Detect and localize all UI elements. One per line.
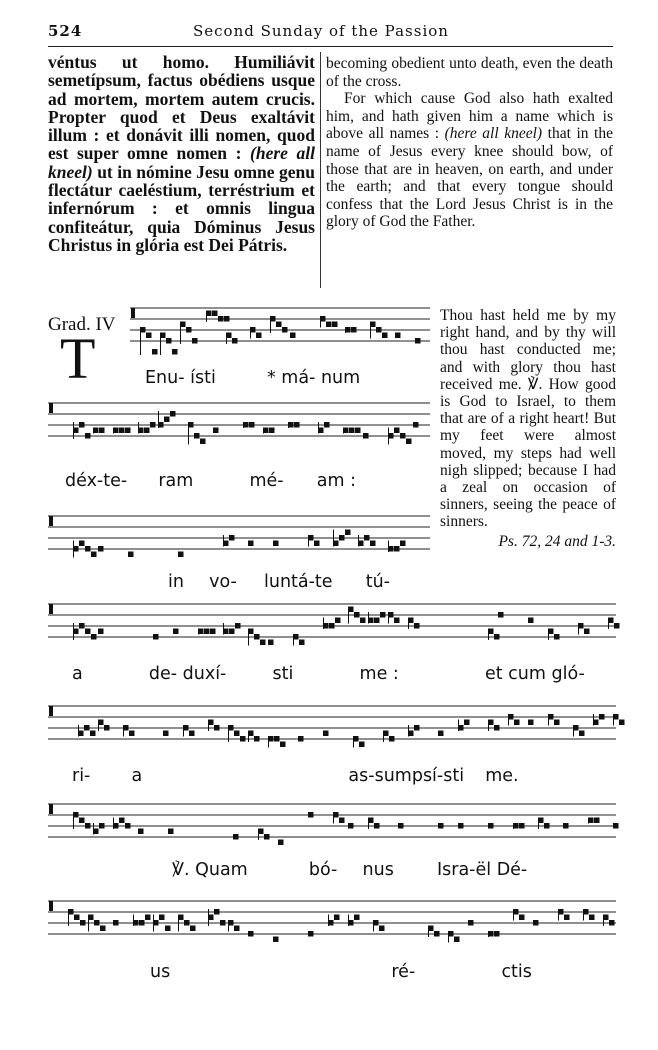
neume-note — [613, 823, 619, 829]
neume-note — [91, 552, 97, 558]
lyric-syllable: Isra-ël Dé- — [436, 860, 528, 880]
page-number: 524 — [48, 22, 83, 40]
chant-staff-5 — [48, 700, 616, 760]
neume-note — [74, 915, 80, 921]
neume-note — [400, 433, 406, 439]
running-title: Second Sunday of the Passion — [193, 22, 449, 40]
neume-note — [554, 720, 560, 726]
neume-note — [519, 823, 525, 829]
neume-note — [269, 428, 275, 434]
neume-note — [299, 640, 305, 646]
english-kneel-rubric: (here all kneel) — [444, 125, 543, 143]
lyric-syllable: in — [168, 572, 184, 592]
lyric-syllable: ℣. Quam — [172, 860, 248, 880]
clef-mark — [131, 308, 135, 318]
psalm-reference: Ps. 72, 24 and 1-3. — [498, 532, 616, 550]
neume-note — [220, 920, 226, 926]
neume-note — [323, 731, 329, 737]
neume-note — [308, 931, 314, 937]
neume-note — [200, 439, 206, 445]
chant-staff-6 — [48, 798, 616, 858]
neume-note — [528, 618, 534, 624]
neume-note — [278, 840, 284, 846]
neume-note — [254, 634, 260, 640]
clef-mark — [49, 516, 53, 526]
clef-mark — [49, 804, 53, 814]
neume-note — [276, 322, 282, 328]
neume-note — [594, 818, 600, 824]
neume-note — [85, 823, 91, 829]
neume-note — [498, 612, 504, 618]
neume-note — [264, 834, 270, 840]
latin-text-b: ut in nómine Jesu omne genu flectátur caeléstium, terréstrium et infernórum : et omnis lingua confiteátur, quia Dóminus Jesus Christus in glória est Dei Pátris. — [48, 161, 315, 255]
chant-staff-7 — [48, 895, 616, 955]
neume-note — [360, 618, 366, 624]
neume-note — [85, 629, 91, 635]
neume-note — [334, 915, 340, 921]
neume-note — [99, 428, 105, 434]
neume-note — [164, 417, 170, 423]
neume-note — [438, 731, 444, 737]
neume-note — [79, 623, 85, 629]
lyrics-line-1 — [145, 368, 360, 388]
neume-note — [98, 546, 104, 552]
neume-note — [589, 915, 595, 921]
lyrics-line-6 — [172, 860, 527, 880]
neume-note — [414, 623, 420, 629]
lyric-syllable: mé- — [249, 471, 284, 491]
neume-note — [150, 422, 156, 428]
neume-note — [178, 552, 184, 558]
lyric-syllable: us — [150, 962, 171, 982]
neume-note — [146, 333, 152, 339]
neume-note — [364, 535, 370, 541]
translation-text: Thou hast held me by my right hand, and by thy will thou hast conducted me; and with glory thou hast received me. ℣. How good is God to Israel, to them that are of a right heart! But my feet were almost moved, my steps had well nigh slipped; because I had a zeal on occasion of sinners, seeing the peace of sinners. — [440, 307, 616, 531]
neume-note — [382, 333, 388, 339]
neume-note — [282, 327, 288, 333]
neume-note — [339, 818, 345, 824]
lyrics-line-5 — [72, 766, 519, 786]
neume-note — [614, 623, 620, 629]
neume-note — [139, 920, 145, 926]
neume-note — [214, 725, 220, 731]
neume-note — [579, 731, 585, 737]
neume-note — [232, 338, 238, 344]
neume-note — [290, 333, 296, 339]
neume-note — [194, 433, 200, 439]
neume-note — [528, 720, 534, 726]
lyric-syllable: ctis — [501, 962, 532, 982]
neume-note — [370, 541, 376, 547]
gradual-translation — [440, 307, 616, 550]
neume-note — [335, 618, 341, 624]
neume-note — [544, 823, 550, 829]
lyrics-line-2 — [65, 471, 356, 491]
lyrics-line-3 — [168, 572, 390, 592]
neume-note — [229, 629, 235, 635]
neume-note — [79, 422, 85, 428]
neume-note — [326, 322, 332, 328]
neume-note — [144, 428, 150, 434]
neume-note — [464, 720, 470, 726]
neume-note — [363, 433, 369, 439]
neume-note — [376, 327, 382, 333]
neume-note — [294, 422, 300, 428]
neume-note — [494, 725, 500, 731]
english-text-b: that in the name of Jesus every knee should bow, of those that are in heaven, on earth, and under the earth; and that every tongue should confess that the Lord Jesus Christ is in the glory of God the Father. — [326, 125, 613, 231]
neume-note — [153, 634, 159, 640]
neume-note — [138, 829, 144, 835]
neume-note — [619, 720, 625, 726]
neume-note — [212, 311, 218, 317]
neume-note — [173, 629, 179, 635]
neume-note — [90, 731, 96, 737]
neume-note — [235, 623, 241, 629]
neume-note — [298, 736, 304, 742]
neume-note — [84, 725, 90, 731]
lyric-syllable: as-sumpsí-sti — [348, 766, 465, 786]
lyric-syllable: vo- — [209, 572, 237, 592]
neume-note — [254, 736, 260, 742]
neume-note — [349, 428, 355, 434]
neume-note — [210, 629, 216, 635]
lyric-syllable: de- duxí- — [148, 664, 227, 684]
neume-note — [152, 349, 158, 355]
neume-note — [563, 823, 569, 829]
neume-note — [488, 823, 494, 829]
lyric-syllable: me : — [359, 664, 399, 684]
neume-note — [354, 915, 360, 921]
neume-note — [394, 428, 400, 434]
neume-note — [454, 937, 460, 943]
neume-note — [170, 411, 176, 417]
chant-staff-4 — [48, 598, 616, 658]
lyric-syllable: ri- — [72, 766, 91, 786]
chant-staff-1 — [130, 302, 430, 362]
neume-note — [494, 931, 500, 937]
latin-paragraph — [48, 53, 315, 254]
lyric-syllable: tú- — [365, 572, 390, 592]
neume-note — [434, 931, 440, 937]
neume-note — [165, 926, 171, 932]
neume-note — [599, 714, 605, 720]
neume-note — [438, 823, 444, 829]
english-column — [326, 55, 613, 231]
neume-note — [184, 920, 190, 926]
neume-note — [166, 338, 172, 344]
neume-note — [374, 618, 380, 624]
neume-note — [129, 731, 135, 737]
english-text-a: For which cause God also hath exalted him, and hath given him a name which is above all names : — [326, 90, 613, 143]
lyric-syllable: a — [72, 664, 83, 684]
neume-note — [186, 327, 192, 333]
neume-note — [554, 634, 560, 640]
english-paragraph-1: becoming obedient unto death, even the death of the cross. — [326, 55, 613, 90]
lyric-syllable: Enu- ísti — [145, 368, 216, 388]
neume-note — [355, 428, 361, 434]
neume-note — [91, 634, 97, 640]
lyric-syllable: am : — [316, 471, 356, 491]
neume-note — [113, 920, 119, 926]
lyric-syllable: a — [131, 766, 143, 786]
neume-note — [104, 725, 110, 731]
neume-note — [414, 725, 420, 731]
neume-note — [172, 349, 178, 355]
neume-note — [268, 640, 274, 646]
neume-note — [609, 920, 615, 926]
page-header — [48, 22, 613, 46]
lyric-syllable: * má- num — [266, 368, 361, 388]
neume-note — [85, 546, 91, 552]
neume-note — [351, 327, 357, 333]
neume-note — [240, 736, 246, 742]
neume-note — [168, 829, 174, 835]
neume-note — [415, 338, 421, 344]
neume-note — [189, 731, 195, 737]
neume-note — [564, 915, 570, 921]
neume-note — [514, 720, 520, 726]
lyric-syllable: bó- — [308, 860, 338, 880]
gradual-label: Grad. IV — [48, 314, 116, 335]
neume-note — [379, 926, 385, 932]
clef-mark — [49, 901, 53, 911]
neume-note — [163, 731, 169, 737]
lyric-syllable: me. — [485, 766, 519, 786]
neume-note — [80, 920, 86, 926]
neume-note — [395, 333, 401, 339]
clef-mark — [49, 706, 53, 716]
neume-note — [398, 823, 404, 829]
neume-note — [145, 915, 151, 921]
neume-note — [234, 926, 240, 932]
neume-note — [308, 812, 314, 818]
lyric-syllable: et cum gló- — [484, 664, 585, 684]
neume-note — [192, 338, 198, 344]
neume-note — [119, 428, 125, 434]
english-paragraph-2 — [326, 90, 613, 231]
header-rule — [48, 46, 613, 47]
neume-note — [224, 316, 230, 322]
lyric-syllable: ré- — [391, 962, 416, 982]
neume-note — [345, 530, 351, 536]
neume-note — [519, 915, 525, 921]
neume-note — [260, 640, 266, 646]
neume-note — [248, 931, 254, 937]
neume-note — [280, 742, 286, 748]
neume-note — [324, 422, 330, 428]
neume-note — [218, 316, 224, 322]
neume-note — [413, 422, 419, 428]
neume-note — [374, 823, 380, 829]
neume-note — [314, 541, 320, 547]
neume-note — [85, 433, 91, 439]
neume-note — [273, 937, 279, 943]
neume-note — [125, 428, 131, 434]
neume-note — [256, 333, 262, 339]
chant-staff-2 — [48, 397, 430, 457]
neume-note — [233, 834, 239, 840]
neume-note — [332, 322, 338, 328]
lyric-syllable: déx-te- — [65, 471, 128, 491]
neume-note — [128, 552, 134, 558]
lyric-syllable: ram — [158, 471, 194, 491]
neume-note — [584, 629, 590, 635]
neume-note — [79, 541, 85, 547]
chant-staff-3 — [48, 510, 430, 570]
latin-column — [48, 53, 315, 254]
lyric-syllable: nus — [362, 860, 394, 880]
column-divider — [320, 52, 321, 288]
neume-note — [119, 818, 125, 824]
neume-note — [94, 920, 100, 926]
neume-note — [380, 612, 386, 618]
neume-note — [214, 909, 220, 915]
lyric-syllable: luntá-te — [263, 572, 333, 592]
neume-note — [98, 629, 104, 635]
neume-note — [274, 736, 280, 742]
neume-note — [389, 736, 395, 742]
lyric-syllable: sti — [272, 664, 294, 684]
neume-note — [533, 920, 539, 926]
neume-note — [494, 634, 500, 640]
neume-note — [229, 535, 235, 541]
latin-kneel-rubric: (here all kneel) — [48, 143, 315, 182]
neume-note — [248, 541, 254, 547]
neume-note — [348, 823, 354, 829]
neume-note — [204, 629, 210, 635]
neume-note — [354, 612, 360, 618]
neume-note — [99, 823, 105, 829]
lyrics-line-4 — [72, 664, 585, 684]
neume-note — [100, 926, 106, 932]
gradual-initial: T — [60, 326, 96, 391]
neume-note — [394, 546, 400, 552]
neume-note — [234, 731, 240, 737]
neume-note — [329, 623, 335, 629]
neume-note — [273, 541, 279, 547]
neume-note — [339, 535, 345, 541]
neume-note — [468, 920, 474, 926]
neume-note — [400, 541, 406, 547]
neume-note — [359, 742, 365, 748]
neume-note — [458, 823, 464, 829]
neume-note — [125, 823, 131, 829]
neume-note — [159, 915, 165, 921]
neume-note — [213, 428, 219, 434]
neume-note — [79, 818, 85, 824]
latin-text-a: véntus ut homo. Humiliávit semetípsum, factus obédiens usque ad mortem, mortem autem crucis. Propter quod et Deus exaltávit illum : et donávit illi nomen, quod est super omne nomen : — [48, 52, 315, 164]
neume-note — [406, 439, 412, 445]
clef-mark — [49, 604, 53, 614]
neume-note — [190, 926, 196, 932]
lyrics-line-7 — [150, 962, 532, 982]
clef-mark — [49, 403, 53, 413]
neume-note — [249, 422, 255, 428]
neume-note — [394, 618, 400, 624]
